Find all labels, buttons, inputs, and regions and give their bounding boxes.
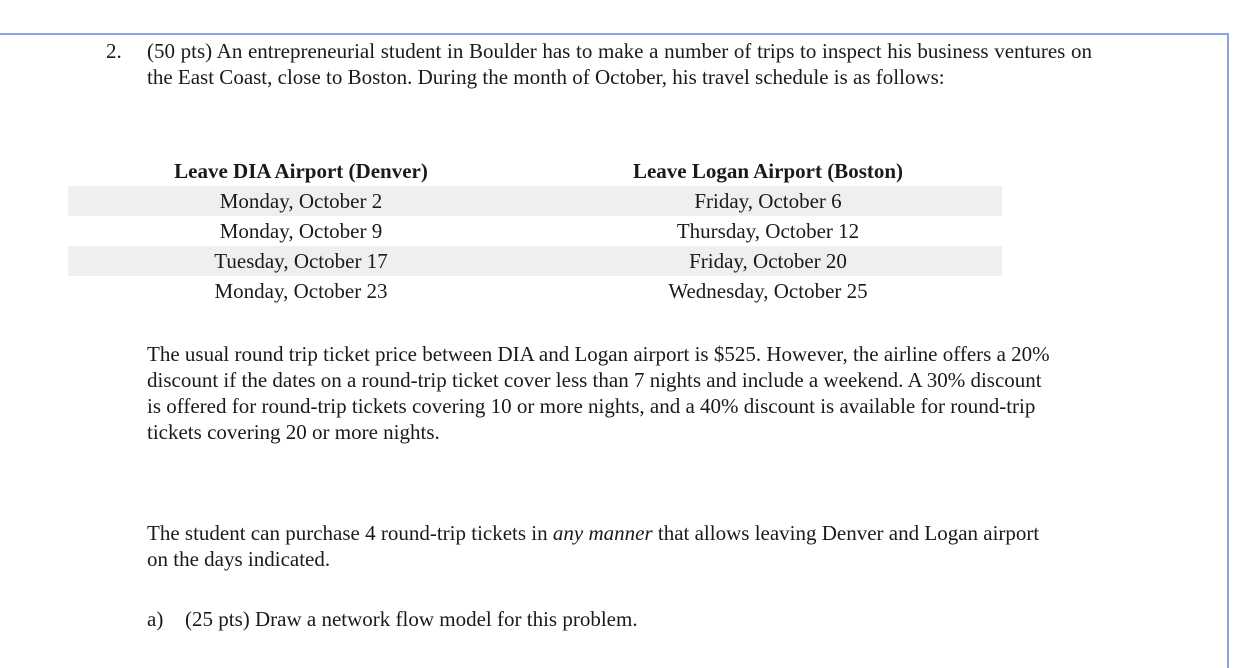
header-boston: Leave Logan Airport (Boston) <box>632 158 904 183</box>
denver-departure: Tuesday, October 17 <box>68 246 534 276</box>
table-row <box>68 246 1002 276</box>
boston-departure: Wednesday, October 25 <box>668 278 868 303</box>
frame-right-border <box>1227 33 1229 668</box>
question-intro: (50 pts) An entrepreneurial student in Boulder has to make a number of trips to inspect his business ventures on the East Coast, close to Boston. During the month of October, his travel schedule is as follows: <box>147 39 1092 89</box>
purchase-text-start: The student can purchase 4 round-trip tickets in <box>147 521 553 545</box>
denver-departure: Monday, October 2 <box>68 186 534 216</box>
denver-departure: Monday, October 9 <box>219 218 383 243</box>
table-row <box>68 276 1002 306</box>
frame-top-border <box>0 33 1229 35</box>
purchase-text-end: that allows leaving Denver and Logan airport on the days indicated. <box>147 521 1040 571</box>
question-number: 2. <box>106 39 122 63</box>
table-row <box>68 186 1002 216</box>
pricing-paragraph: The usual round trip ticket price between DIA and Logan airport is $525. However, the airline offers a 20% discount if the dates on a round-trip ticket cover less than 7 nights and include a weekend. A 30% discount is offered for round-trip tickets covering 10 or more nights, and a 40% discount is available for round-trip tickets covering 20 or more nights. <box>147 342 1050 444</box>
part-a <box>147 606 638 632</box>
purchase-paragraph <box>147 520 1052 572</box>
header-denver: Leave DIA Airport (Denver) <box>174 158 428 183</box>
boston-departure: Friday, October 6 <box>534 186 1002 216</box>
denver-departure: Monday, October 23 <box>214 278 388 303</box>
boston-departure: Friday, October 20 <box>534 246 1002 276</box>
schedule-table <box>68 156 1002 306</box>
purchase-emphasis: any manner <box>552 521 653 545</box>
boston-departure: Thursday, October 12 <box>676 218 860 243</box>
part-a-label: a) <box>147 607 164 631</box>
schedule-header-row <box>68 156 1002 186</box>
table-row <box>68 216 1002 246</box>
part-a-text: (25 pts) Draw a network flow model for this problem. <box>185 607 638 631</box>
